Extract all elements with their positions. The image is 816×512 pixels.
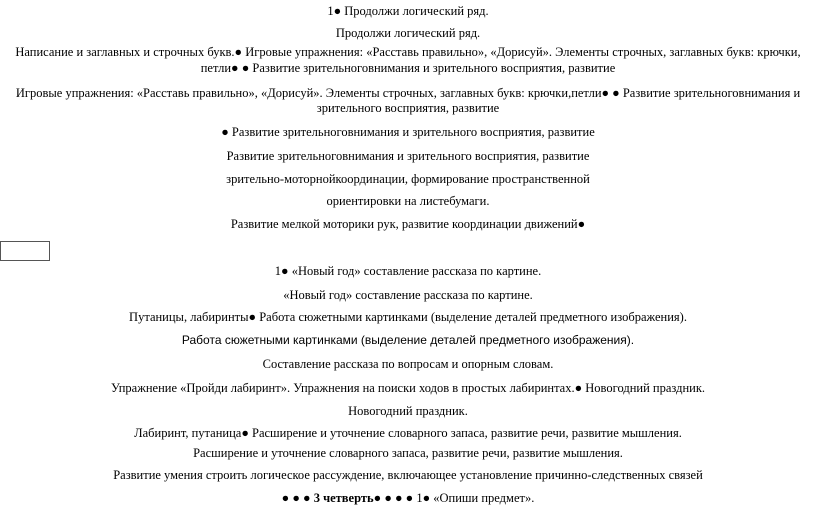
text-maze-exercise: Упражнение «Пройди лабиринт». Упражнения на поиски ходов в простых лабиринтах.● Новогодний праздник.	[110, 381, 706, 395]
bullets-prefix: ● ● ●	[281, 491, 314, 505]
text-third-quarter	[0, 491, 816, 506]
text-logical-reasoning: Развитие умения строить логическое рассуждение, включающее установление причинно-следственных связей	[113, 468, 703, 482]
text-game-exercises-cont: зрительного восприятия, развитие	[316, 101, 500, 115]
text-writing-letters: Написание и заглавных и строчных букв.● Игровые упражнения: «Расставь правильно», «Дорисуй». Элементы строчных, заглавных букв: крючки,	[15, 45, 801, 59]
heading-new-year-numbered: 1● «Новый год» составление рассказа по картине.	[274, 264, 542, 278]
text-attention-development-2: Развитие зрительноговнимания и зрительного восприятия, развитие	[226, 149, 590, 163]
text-game-exercises: Игровые упражнения: «Расставь правильно», «Дорисуй». Элементы строчных, заглавных букв: крючки,петли● ● Развитие зрительноговнимания и	[15, 86, 801, 100]
heading-continue-sequence-numbered: 1● Продолжи логический ряд.	[327, 4, 489, 18]
text-mazes-pictures: Путаницы, лабиринты● Работа сюжетными картинками (выделение деталей предметного изображения).	[129, 310, 687, 324]
text-maze-vocabulary: Лабиринт, путаница● Расширение и уточнение словарного запаса, развитие речи, развитие мышления.	[134, 426, 682, 440]
text-attention-development: ● Развитие зрительноговнимания и зрительного восприятия, развитие	[221, 125, 595, 139]
text-fine-motor-skills: Развитие мелкой моторики рук, развитие координации движений●	[230, 217, 586, 231]
quarter-label: 3 четверть	[313, 491, 374, 505]
text-visual-motor-coordination: зрительно-моторнойкоординации, формирование пространственной	[226, 172, 590, 186]
heading-new-year: «Новый год» составление рассказа по картине.	[283, 288, 533, 302]
empty-cell-box	[0, 241, 50, 261]
text-paper-orientation: ориентировки на листебумаги.	[326, 194, 490, 208]
text-new-year-holiday: Новогодний праздник.	[348, 404, 468, 418]
describe-object-item: ● ● ● ● 1● «Опиши предмет».	[373, 491, 535, 505]
text-plot-pictures: Работа сюжетными картинками (выделение деталей предметного изображения).	[181, 333, 635, 347]
text-vocabulary-expansion: Расширение и уточнение словарного запаса, развитие речи, развитие мышления.	[193, 446, 623, 460]
heading-continue-sequence: Продолжи логический ряд.	[335, 26, 481, 40]
text-story-composition: Составление рассказа по вопросам и опорным словам.	[262, 357, 554, 371]
text-writing-letters-cont: петли● ● Развитие зрительноговнимания и зрительного восприятия, развитие	[200, 61, 616, 75]
